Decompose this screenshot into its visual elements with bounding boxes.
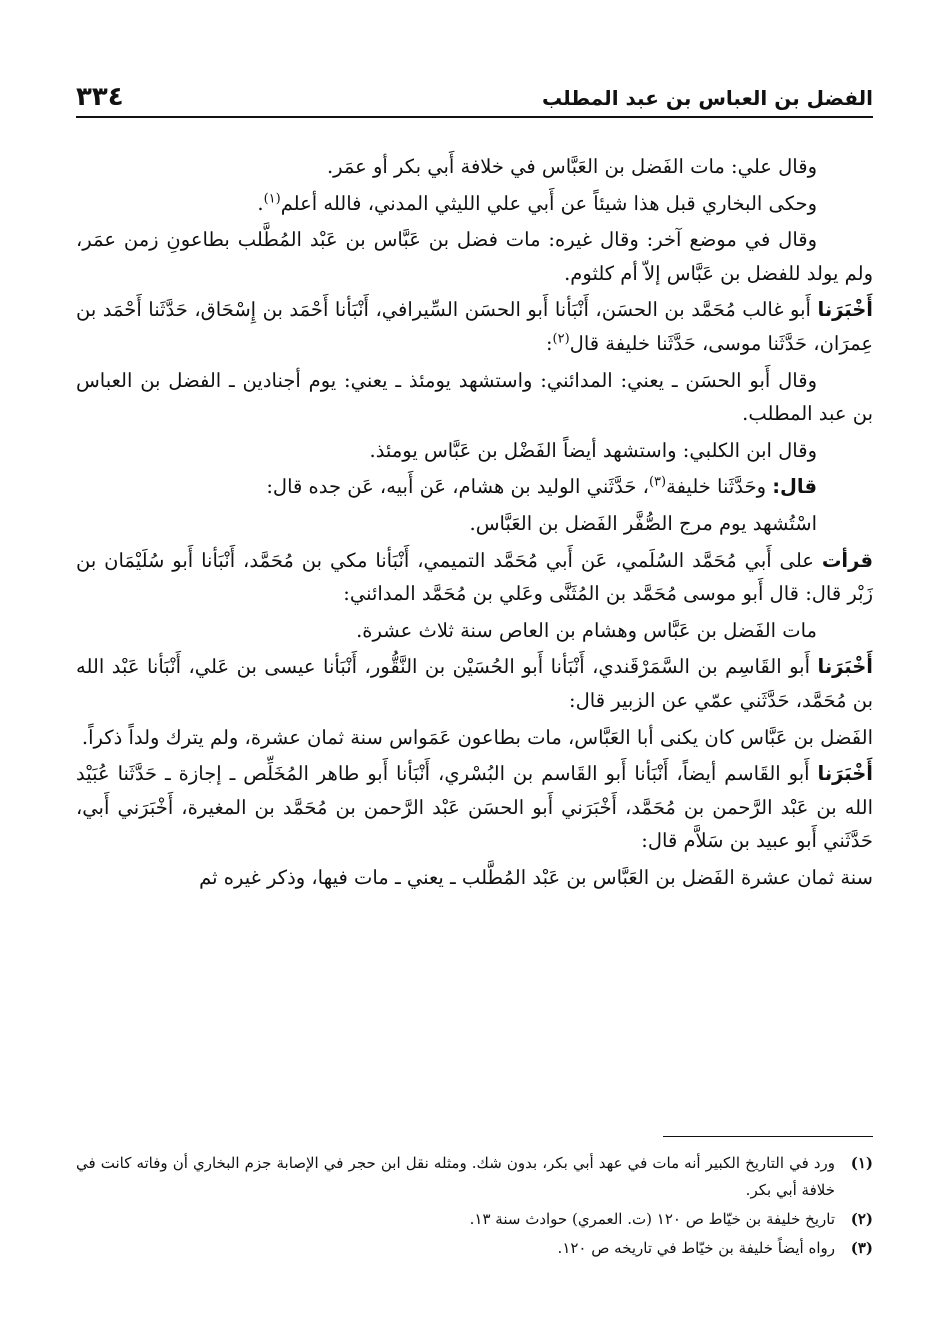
paragraph-text: مات الفَضل بن عَبَّاس وهشام بن العاص سنة ثلاث عشرة. — [356, 618, 817, 642]
isnad-paragraph — [76, 650, 873, 717]
footnote-text: رواه أيضاً خليفة بن خيّاط في تاريخه ص ١٢٠. — [557, 1239, 835, 1257]
paragraph — [76, 364, 873, 431]
paragraph-text: الفَضل بن عَبَّاس كان يكنى أبا العَبَّاس، مات بطاعون عَمَواس سنة ثمان عشرة، ولم يترك ولداً ذكراً. — [81, 725, 873, 749]
paragraph-text: وحكى البخاري قبل هذا شيئاً عن أَبي علي الليثي المدني، فالله أعلم — [280, 191, 817, 215]
footnote-ref-2: (٢) — [552, 331, 570, 347]
paragraph-text: على أَبي مُحَمَّد السُلَمي، عَن أَبي مُحَمَّد التميمي، أَنْبَأنا مكي بن مُحَمَّد، أَنْبَأنا أَبو سُلَيْمَان بن زَبْر قال: قال أَبو موسى مُحَمَّد بن المُثَنَّى وعَلي بن مُحَمَّد المدائني: — [76, 548, 873, 606]
footnote — [76, 1206, 873, 1233]
footnote-number: (١) — [850, 1154, 873, 1172]
paragraph — [76, 721, 873, 755]
punctuation: . — [257, 191, 264, 215]
paragraph-text: وقال ابن الكلبي: واستشهد أيضاً الفَضْل بن عَبَّاس يومئذ. — [369, 438, 817, 462]
lead-word: أَخْبَرَنا — [817, 298, 873, 322]
lead-word: قال: — [772, 475, 817, 499]
paragraph-text: ، حَدَّثَني الوليد بن هشام، عَن أَبيه، عَن جده قال: — [266, 475, 649, 499]
lead-word: قرأت — [821, 548, 873, 572]
page-number: ٣٣٤ — [76, 82, 124, 112]
running-title: الفضل بن العباس بن عبد المطلب — [541, 86, 873, 110]
paragraph-text: وحَدَّثَنا خليفة — [666, 475, 766, 499]
paragraph — [76, 223, 873, 290]
main-text — [76, 150, 873, 897]
footnote-divider — [663, 1136, 873, 1137]
footnote — [76, 1150, 873, 1204]
paragraph-text: اسْتُشهد يوم مرج الصُّفَّر الفَضل بن العَبَّاس. — [469, 511, 817, 535]
paragraph-text: وقال في موضع آخر: وقال غيره: مات فضل بن عَبَّاس بن عَبْد المُطَّلب بطاعونِ زمن عمَر، ولم يولد للفضل بن عَبَّاس إلاّ أم كلثوم. — [76, 228, 873, 285]
footnote-text: ورد في التاريخ الكبير أنه مات في عهد أبي بكر، بدون شك. ومثله نقل ابن حجر في الإصابة جزم البخاري أن وفاته كانت في خلافة أبي بكر. — [76, 1154, 835, 1199]
isnad-paragraph — [76, 757, 873, 858]
isnad-paragraph — [76, 544, 873, 611]
paragraph-text: سنة ثمان عشرة الفَضل بن العَبَّاس بن عَبْد المُطَّلب ـ يعني ـ مات فيها، وذكر غيره ثم — [199, 865, 873, 889]
footnotes — [76, 1150, 873, 1264]
footnote-ref-1: (١) — [263, 191, 281, 207]
paragraph-text: أَبو القَاسِم بن السَّمَرْقَندي، أَنْبَأنا أَبو الحُسَيْن بن النَّقُّور، أَنْبَأنا عيسى بن عَلي، أَنْبَأنا عَبْد الله بن مُحَمَّد، حَدَّثَني عمّي عن الزبير قال: — [76, 655, 873, 712]
paragraph-text: أَبو غالب مُحَمَّد بن الحسَن، أَنْبَأنا أَبو الحسَن السِّيرافي، أَنْبَأنا أَحْمَد بن إِسْحَاق، حَدَّثَنا أَحْمَد بن عِمرَان، حَدَّثَنا موسى، حَدَّثَنا خليفة قال — [76, 298, 873, 355]
footnote — [76, 1235, 873, 1262]
footnote-number: (٣) — [850, 1239, 873, 1257]
paragraph — [76, 434, 873, 468]
paragraph-text: وقال علي: مات الفَضل بن العَبَّاس في خلافة أَبي بكر أو عمَر. — [326, 155, 817, 178]
page-header — [76, 78, 873, 118]
paragraph — [76, 150, 873, 184]
punctuation: : — [545, 331, 553, 355]
footnote-number: (٢) — [850, 1210, 873, 1228]
footnote-ref-3: (٣) — [648, 474, 667, 490]
lead-word: أَخْبَرَنا — [817, 655, 873, 679]
isnad-paragraph — [76, 470, 873, 504]
lead-word: أَخْبَرَنا — [817, 762, 873, 786]
footnote-text: تاريخ خليفة بن خيّاط ص ١٢٠ (ت. العمري) حوادث سنة ١٣. — [469, 1210, 835, 1228]
paragraph — [76, 861, 873, 895]
paragraph — [76, 507, 873, 541]
paragraph-text: أَبو القَاسم أيضاً، أَنْبَأنا أَبو القَاسم بن البُسْري، أَنْبَأنا أَبو طاهر المُخَلِّص ـ إجازة ـ حَدَّثَنا عُبَيْد الله بن عَبْد الرَّحمن بن مُحَمَّد، أَخْبَرَني أَبو الحسَن عَبْد الرَّحمن بن مُحَمَّد بن المغيرة، أَخْبَرَني أَبي، حَدَّثَني أَبو عبيد بن سَلاَّم قال: — [76, 762, 873, 853]
paragraph — [76, 187, 873, 221]
isnad-paragraph — [76, 293, 873, 360]
paragraph — [76, 614, 873, 648]
paragraph-text: وقال أَبو الحسَن ـ يعني: المدائني: واستشهد يومئذ ـ يعني: يوم أجنادين ـ الفضل بن العباس بن عبد المطلب. — [76, 368, 873, 426]
